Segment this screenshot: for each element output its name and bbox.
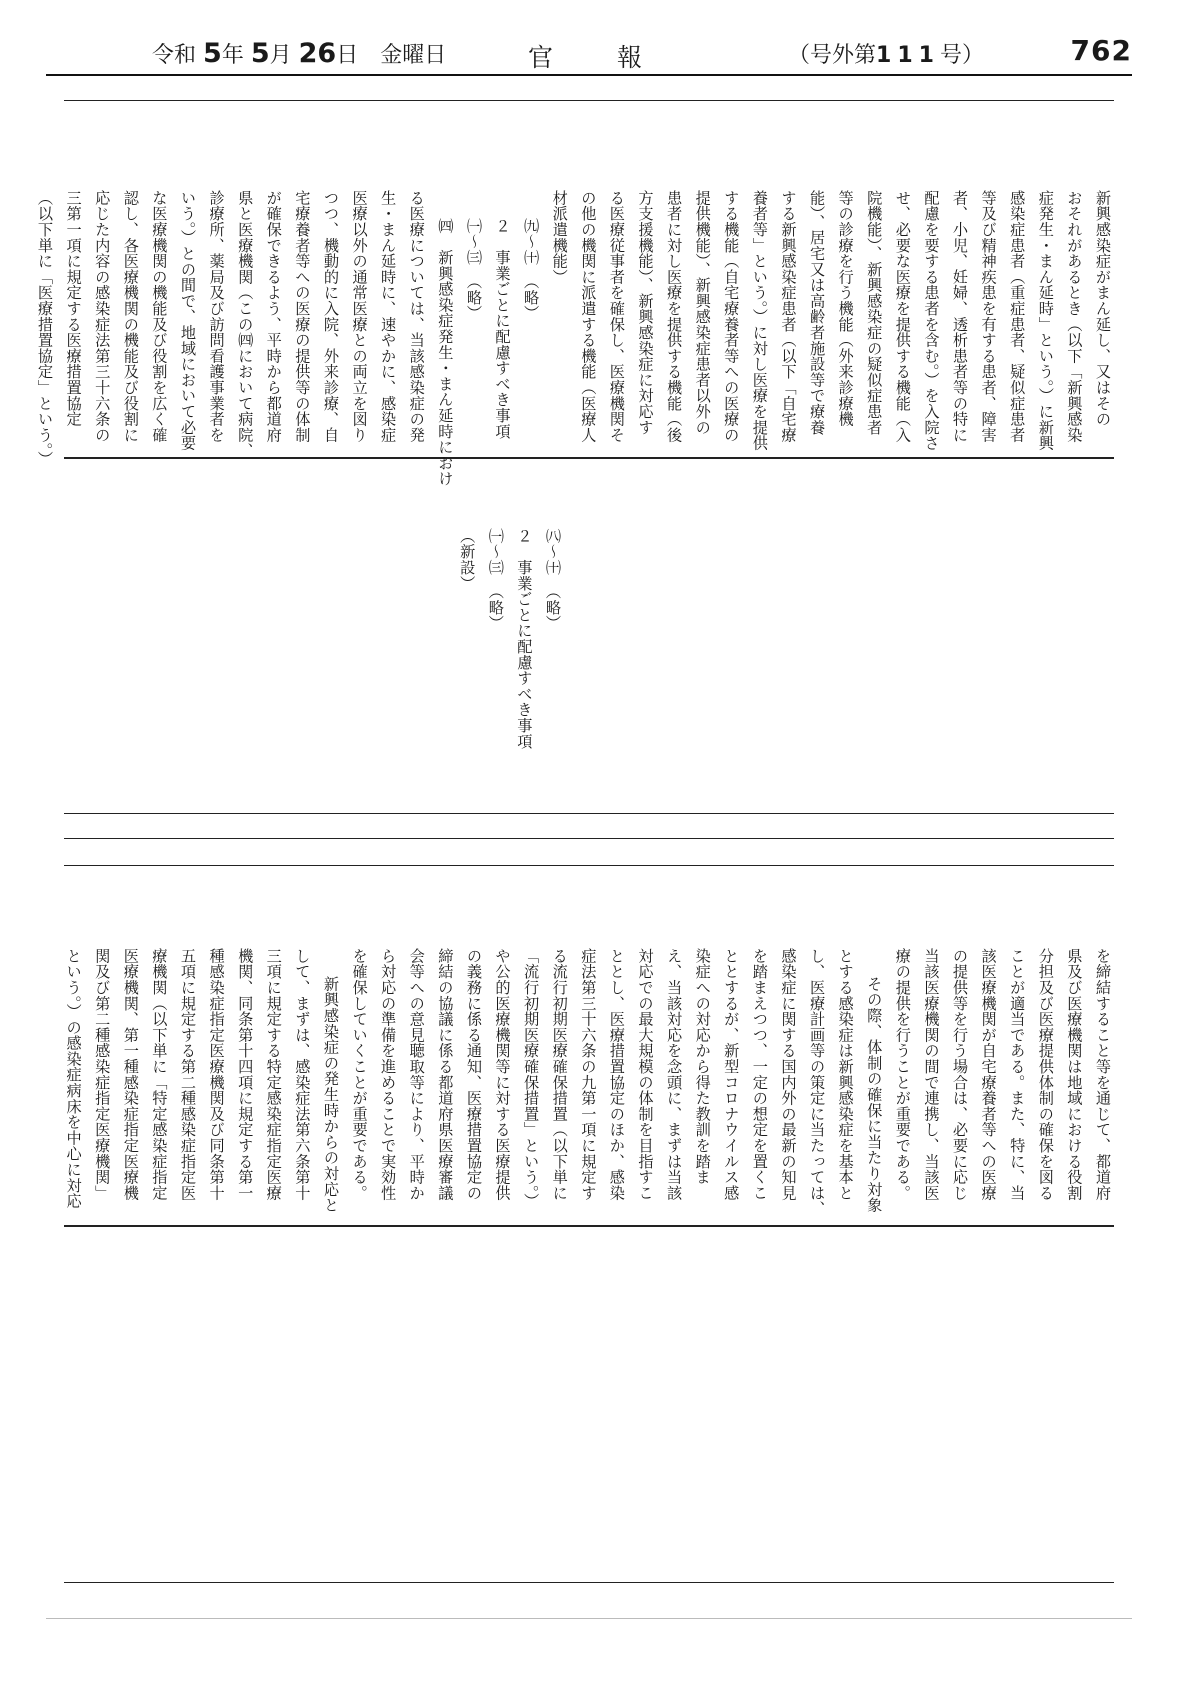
text-line: る医療については、当該感染症の発 <box>407 190 426 443</box>
text-line: ２ 事業ごとに配慮すべき事項 <box>515 528 534 750</box>
text-line: という。）の感染症病床を中心に対応 <box>64 948 83 1209</box>
text-line: 県と医療機関（この㈣において病院、 <box>236 190 255 459</box>
text-line: な医療機関の機能及び役割を広く確 <box>150 190 169 443</box>
text-line: ㈧〜㈩ （略） <box>544 528 562 631</box>
year-number: 5 <box>203 38 222 69</box>
text-line: 等の診療を行う機能（外来診療機 <box>836 190 855 427</box>
text-line: し、医療計画等の策定に当たっては、 <box>808 948 827 1217</box>
text-line: 該医療機関が自宅療養者等への医療 <box>979 948 998 1201</box>
text-line: 感染症患者（重症患者、疑似症患者 <box>1008 190 1027 443</box>
day-unit: 日 金曜日 <box>336 43 447 68</box>
text-line: 症発生・まん延時」という。）に新興 <box>1036 190 1055 451</box>
text-line: を踏まえつつ、一定の想定を置くこ <box>750 948 769 1201</box>
text-line: が確保できるよう、平時から都道府 <box>264 190 283 443</box>
text-line: とする感染症は新興感染症を基本と <box>836 948 855 1201</box>
text-line: の義務に係る通知、医療措置協定の <box>464 948 483 1201</box>
table-bottom-rule <box>64 813 1114 814</box>
footer-rule <box>46 1618 1132 1619</box>
table-row-divider <box>64 457 1114 459</box>
text-line: 会等への意見聴取等により、平時か <box>407 948 426 1201</box>
text-line: （以下単に「医療措置協定」という。） <box>36 190 55 467</box>
text-line: 三項に規定する特定感染症指定医療 <box>264 948 283 1201</box>
text-line: 生・まん延時に、速やかに、感染症 <box>379 190 398 443</box>
text-line: 種感染症指定医療機関及び同条第十 <box>207 948 226 1201</box>
section-divider-rule <box>64 1225 1114 1227</box>
text-line: ２ 事業ごとに配慮すべき事項 <box>493 218 512 440</box>
month-number: 5 <box>250 38 270 69</box>
text-line: ととするが、新型コロナウイルス感 <box>722 948 741 1201</box>
text-line: 認し、各医療機関の機能及び役割に <box>121 190 140 443</box>
issue-prefix: （号外第 <box>788 43 877 68</box>
text-line: 療の提供を行うことが重要である。 <box>893 948 912 1201</box>
text-line: 等及び精神疾患を有する患者、障害 <box>979 190 998 443</box>
issue-label <box>788 38 984 69</box>
text-line: 関及び第二種感染症指定医療機関」 <box>93 948 112 1201</box>
text-line: る医療従事者を確保し、医療機関そ <box>607 190 626 443</box>
revised-text-column <box>30 190 1117 487</box>
text-line: 分担及び医療提供体制の確保を図る <box>1036 948 1055 1201</box>
text-line: 感染症に関する国内外の最新の知見 <box>779 948 798 1201</box>
text-line: 配慮を要する患者を含む。）を入院さ <box>922 190 941 451</box>
text-line: ら対応の準備を進めることで実効性 <box>379 948 398 1201</box>
text-line: 養者等」という。）に対し医療を提供 <box>750 190 769 451</box>
issue-number: 111 <box>876 43 940 68</box>
text-line: 症法第三十六条の九第一項に規定す <box>579 948 598 1201</box>
text-line: ㈨〜㈩ （略） <box>522 218 541 321</box>
text-line: 締結の協議に係る都道府県医療審議 <box>436 948 455 1201</box>
text-line: の提供等を行う場合は、必要に応じ <box>951 948 970 1201</box>
text-line: 五項に規定する第二種感染症指定医 <box>179 948 197 1201</box>
era-name: 令和 <box>152 43 197 68</box>
text-line: 診療所、薬局及び訪問看護事業者を <box>207 190 226 443</box>
issue-suffix: 号） <box>939 43 984 68</box>
text-line: 材派遣機能） <box>550 190 569 285</box>
text-line: ㈠〜㈢ （略） <box>486 528 505 631</box>
text-line: する機能（自宅療養者等への医療の <box>722 190 741 443</box>
text-line: 「流行初期医療確保措置」という。） <box>522 948 541 1209</box>
text-line: つつ、機動的に入院、外来診療、自 <box>321 190 340 443</box>
month-unit: 月 <box>269 43 292 68</box>
text-line: え、当該対応を念頭に、まずは当該 <box>665 948 684 1201</box>
text-line: 方支援機能）、新興感染症に対応す <box>636 190 655 436</box>
text-line: する新興感染症患者（以下「自宅療 <box>779 190 798 443</box>
text-line: 当該医療機関の間で連携し、当該医 <box>922 948 941 1201</box>
text-line: いう。）との間で、地域において必要 <box>179 190 197 451</box>
gazette-title: 官報 <box>528 43 707 72</box>
text-line: る流行初期医療確保措置（以下単に <box>550 948 569 1201</box>
text-line: 医療機関、第一種感染症指定医療機 <box>121 948 140 1201</box>
page-number: 762 <box>1070 34 1132 67</box>
text-line: 患者に対し医療を提供する機能（後 <box>665 190 684 443</box>
text-line: 院機能）、新興感染症の疑似症患者 <box>865 190 884 436</box>
text-line: 三第一項に規定する医療措置協定 <box>64 190 83 427</box>
separator-rule <box>64 838 1114 839</box>
text-line: ㈠〜㈢ （略） <box>464 218 483 321</box>
text-line: 療機関（以下単に「特定感染症指定 <box>150 948 169 1201</box>
day-number: 26 <box>298 38 337 69</box>
text-line: その際、体制の確保に当たり対象 <box>865 976 884 1213</box>
issue-date <box>152 38 446 69</box>
text-line: 染症への対応から得た教訓を踏ま <box>693 948 712 1185</box>
text-line: して、まずは、感染症法第六条第十 <box>293 948 312 1201</box>
text-line: ㈣ 新興感染症発生・まん延時におけ <box>436 218 455 487</box>
text-line: 対応での最大規模の体制を目指すこ <box>636 948 655 1201</box>
text-line: を締結すること等を通じて、都道府 <box>1094 948 1112 1201</box>
text-line: 新興感染症の発生時からの対応と <box>321 976 340 1213</box>
table-top-rule <box>64 100 1114 101</box>
text-line: （新設） <box>458 528 477 592</box>
year-unit: 年 <box>221 43 244 68</box>
text-line: 能）、居宅又は高齢者施設等で療養 <box>808 190 827 436</box>
text-line: 新興感染症がまん延し、又はその <box>1094 190 1112 427</box>
text-line: おそれがあるとき（以下「新興感染 <box>1065 190 1084 443</box>
text-line: の他の機関に派遣する機能（医療人 <box>579 190 598 443</box>
page-header <box>46 32 1132 76</box>
page-bottom-rule <box>64 1582 1114 1583</box>
text-line: 機関、同条第十四項に規定する第一 <box>236 948 255 1201</box>
text-line: 者、小児、妊婦、透析患者等の特に <box>951 190 970 443</box>
current-text-column <box>453 500 567 780</box>
text-line: ととし、医療措置協定のほか、感染 <box>607 948 626 1201</box>
text-line: 医療以外の通常医療との両立を図り <box>350 190 369 443</box>
text-line: せ、必要な医療を提供する機能（入 <box>893 190 912 443</box>
body-text-column <box>59 948 1117 1220</box>
text-line: や公的医療機関等に対する医療提供 <box>493 948 512 1201</box>
text-line: 県及び医療機関は地域における役割 <box>1065 948 1084 1201</box>
text-line: ことが適当である。また、特に、当 <box>1008 948 1027 1201</box>
section-top-rule <box>64 865 1114 866</box>
text-line: を確保していくことが重要である。 <box>350 948 369 1201</box>
text-line: 宅療養者等への医療の提供等の体制 <box>293 190 312 443</box>
text-line: 提供機能）、新興感染症患者以外の <box>693 190 712 436</box>
text-line: 応じた内容の感染症法第三十六条の <box>93 190 112 443</box>
header-rule <box>46 74 1132 76</box>
